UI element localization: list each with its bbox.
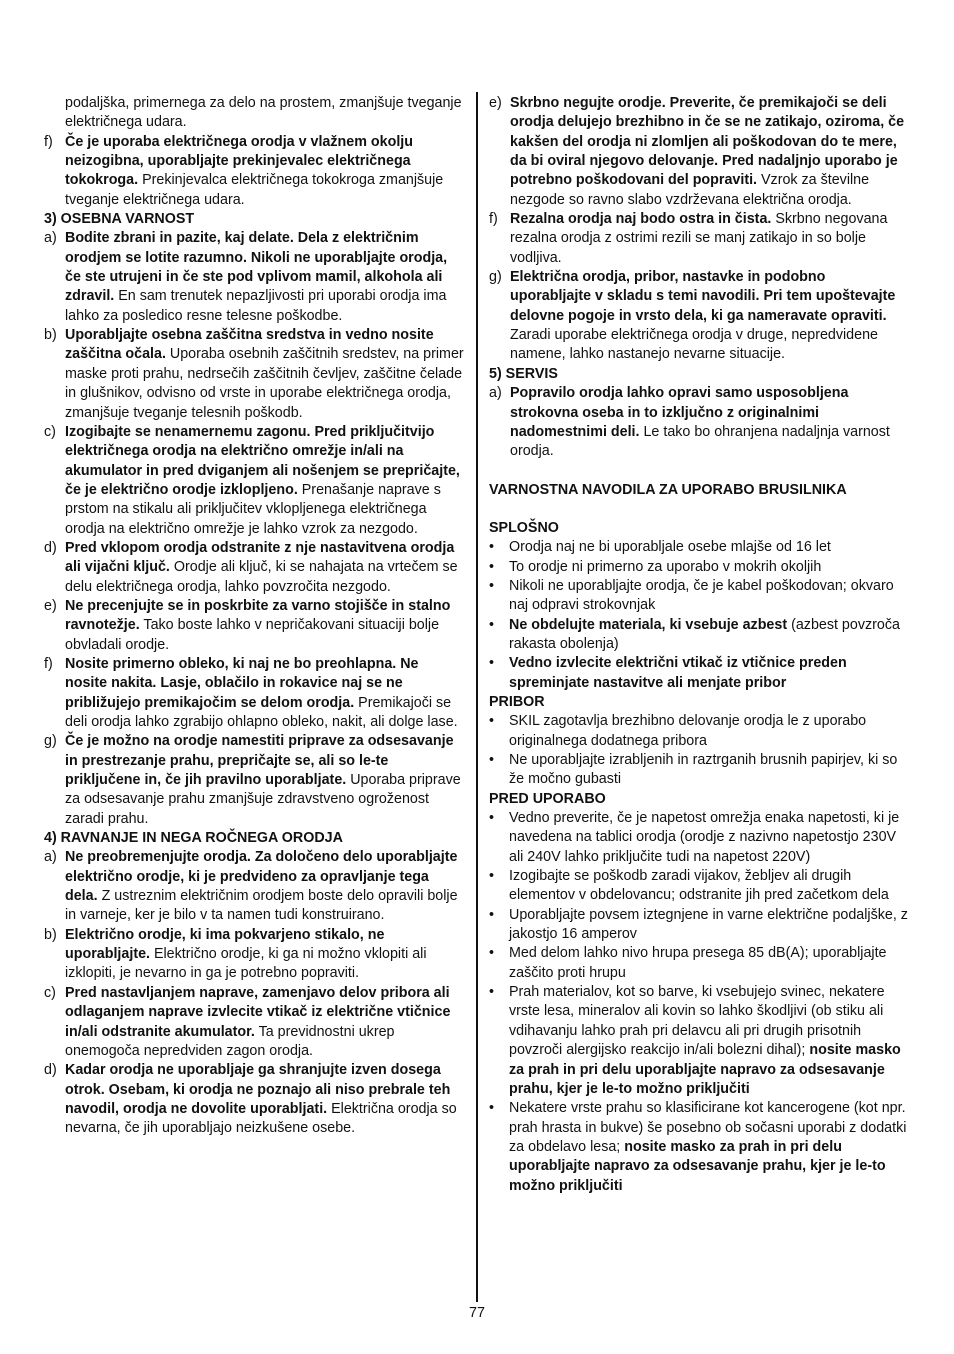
item-text: Skrbno negovana rezalna orodja z ostrimi rezili se manj zatikajo in so bolje vodljiva. xyxy=(510,211,888,266)
item-bold-text: Uporabljajte osebna zaščitna sredstva in vedno nosite zaščitna očala. xyxy=(65,327,434,363)
bullet-body xyxy=(509,1099,910,1196)
bullet-body xyxy=(509,712,910,751)
item-bold-text: Ne precenjujte se in poskrbite za varno stojišče in stalno ravnotežje. xyxy=(65,597,451,634)
section-heading: 3) OSEBNA VARNOST xyxy=(44,211,195,228)
item-bold-text: Bodite zbrani in pazite, kaj delate. Dela z električnim orodjem se lotite razumno. Nikoli ne uporabljajte orodja, če ste utrujeni in če ste pod vplivom mamil, alkohola ali zdravil. xyxy=(65,230,448,305)
item-text: Orodje ali ključ, ki se nahajata na vrtečem se delu električnega orodja, lahko povzročita nezgodo. xyxy=(65,559,458,595)
section-heading: PRED UPORABO xyxy=(489,790,606,807)
bullet-bold-text: Vedno izvlecite električni vtikač iz vtičnice preden spreminjate nastavitve ali menjate pribor xyxy=(509,655,847,691)
bullet-item xyxy=(489,616,910,655)
item-body xyxy=(65,133,464,210)
item-label: d) xyxy=(44,539,57,556)
section-heading: VARNOSTNA NAVODILA ZA UPORABO BRUSILNIKA xyxy=(489,481,847,498)
item-text: Tako boste lahko v nepričakovani situaciji bolje obvladali orodje. xyxy=(65,617,440,653)
bullet-bold-text: nosite masko za prah in pri delu uporabljajte napravo za odsesavanje prahu, kjer je le-to možno priključiti xyxy=(509,1138,886,1194)
item-text: Električno orodje, ki ga ni možno vklopiti ali izklopiti, je nevarno in ga je potrebno popraviti. xyxy=(65,946,427,982)
bullet-text: Izogibajte se poškodb zaradi vijakov, žebljev ali drugih elementov v obdelovancu; odstranite jih pred začetkom dela xyxy=(509,868,889,904)
bullet-icon: • xyxy=(489,539,495,556)
bullet-icon: • xyxy=(489,616,495,633)
list-item xyxy=(44,732,464,829)
bullet-body xyxy=(509,906,910,945)
item-label: e) xyxy=(489,95,502,111)
item-body xyxy=(65,926,464,984)
bullet-item xyxy=(489,654,910,693)
item-text: Ta previdnostni ukrep onemogoča nepredviden zagon orodja. xyxy=(65,1023,395,1059)
bullet-text: Nekatere vrste prahu so klasificirane kot kancerogene (kot npr. prah hrasta in bukve) še posebno ob sočasni uporabi z dodatki za obdelavo lesa; xyxy=(509,1100,907,1155)
bullet-item xyxy=(489,577,910,616)
section-heading: 4) RAVNANJE IN NEGA ROČNEGA ORODJA xyxy=(44,830,343,847)
item-bold-text: Rezalna orodja naj bodo ostra in čista. xyxy=(510,211,772,228)
item-text: Uporaba osebnih zaščitnih sredstev, na primer maske proti prahu, nedrsečih zaščitnih čevljev, zaščitne čelade in glušnikov, odvisno od vrste in uporabe električnega orodja, zmanjšuje tveganje telesnih poškodb. xyxy=(65,346,464,421)
bullet-icon: • xyxy=(489,945,495,962)
bullet-icon: • xyxy=(489,984,495,1001)
section-heading: 5) SERVIS xyxy=(489,365,558,382)
item-body xyxy=(65,1061,464,1138)
bullet-text: (azbest povzroča rakasta obolenja) xyxy=(509,616,900,652)
bullet-body xyxy=(509,538,910,557)
bullet-icon: • xyxy=(489,713,495,730)
item-body xyxy=(65,539,464,597)
list-item xyxy=(489,210,910,268)
item-text: Vzrok za številne nezgode so ravno slabo vzdrževana električna orodja. xyxy=(510,172,870,208)
item-body xyxy=(65,984,464,1061)
item-text: Prekinjevalca električnega tokokroga zmanjšuje tveganje električnega udara. xyxy=(65,172,444,208)
item-body xyxy=(65,423,464,539)
item-body xyxy=(510,268,910,365)
item-bold-text: Če je možno na orodje namestiti priprave za odsesavanje in prestrezanje prahu, prepričajte se, ali so le-te priključene in, če jih pravilno uporabljate. xyxy=(65,733,454,789)
list-item xyxy=(44,926,464,984)
bullet-icon: • xyxy=(489,868,495,885)
item-bold-text: Popravilo orodja lahko opravi samo usposobljena strokovna oseba in to izključno z originalnimi nadomestnimi deli. xyxy=(510,385,849,440)
item-bold-text: Ne preobremenjujte orodja. Za določeno delo uporabljajte električno orodje, ki je predvideno za opravljanje tega dela. xyxy=(65,849,458,905)
item-text: Premikajoči se deli orodja lahko zgrabijo ohlapno obleko, nakit, ali dolge lase. xyxy=(65,694,458,730)
item-label: c) xyxy=(44,984,56,1001)
section-heading: SPLOŠNO xyxy=(489,519,559,536)
list-item xyxy=(44,423,464,539)
item-text: Električna orodja so nevarna, če jih uporabljajo neizkušene osebe. xyxy=(65,1100,457,1137)
bullet-icon: • xyxy=(489,906,495,923)
item-bold-text: Izogibajte se nenamernemu zagonu. Pred priključitvijo električnega orodja na električno omrežje in/ali na akumulator in pred dviganjem ali nošenjem se prepričajte, če je električno orodje izklopljeno. xyxy=(65,423,460,498)
item-bold-text: Pred nastavljanjem naprave, zamenjavo delov pribora ali odlaganjem naprave izvlecite vtikač iz električne vtičnice in/ali odstranite akumulator. xyxy=(65,984,451,1040)
bullet-item xyxy=(489,1099,910,1196)
bullet-body xyxy=(509,558,910,577)
item-bold-text: Električno orodje, ki ima pokvarjeno stikalo, ne uporabljajte. xyxy=(65,926,385,963)
bullet-body xyxy=(509,751,910,790)
item-body xyxy=(65,732,464,829)
item-label: f) xyxy=(44,655,53,672)
item-label: g) xyxy=(44,733,57,750)
list-item xyxy=(44,133,464,210)
bullet-item xyxy=(489,751,910,790)
item-bold-text: Električna orodja, pribor, nastavke in podobno uporabljajte v skladu s temi navodili. Pri tem upoštevajte delovne pogoje in vrsto dela, ki ga nameravate opraviti. xyxy=(510,269,896,324)
bullet-icon: • xyxy=(489,577,495,594)
bullet-body xyxy=(509,654,910,693)
bullet-text: Uporabljajte povsem iztegnjene in varne električne podaljške, z jakostjo 16 amperov xyxy=(509,906,908,943)
bullet-item xyxy=(489,712,910,751)
bullet-body xyxy=(509,577,910,616)
item-text: Prenašanje naprave s prstom na stikalu ali priključitev vklopljenega električnega orodja na električno omrežje je lahko vzrok za nezgodo. xyxy=(65,481,441,537)
bullet-text: Nikoli ne uporabljajte orodja, če je kabel poškodovan; okvaro naj odpravi strokovnjak xyxy=(509,577,894,614)
bullet-item xyxy=(489,983,910,1099)
bullet-text: To orodje ni primerno za uporabo v mokrih okoljih xyxy=(509,558,822,575)
bullet-text: Ne uporabljajte izrabljenih in raztrganih brusnih papirjev, ki so že močno gubasti xyxy=(509,752,898,788)
list-item xyxy=(44,597,464,655)
section-heading: PRIBOR xyxy=(489,693,545,710)
list-item xyxy=(44,539,464,597)
item-text: Zaradi uporabe električnega orodja v druge, nepredvidene namene, lahko nastanejo nevarne situacije. xyxy=(510,327,878,363)
item-text: Le tako bo ohranjena nadaljnja varnost orodja. xyxy=(510,423,890,460)
item-label: f) xyxy=(489,211,498,228)
bullet-item xyxy=(489,538,910,557)
paragraph-text: podaljška, primernega za delo na prostem, zmanjšuje tveganje električnega udara. xyxy=(65,95,462,131)
continued-paragraph xyxy=(44,94,464,133)
item-body xyxy=(65,655,464,732)
bullet-bold-text: Ne obdelujte materiala, ki vsebuje azbest xyxy=(509,616,788,633)
item-body xyxy=(65,848,464,925)
list-item xyxy=(44,848,464,925)
bullet-icon: • xyxy=(489,810,495,827)
bullet-item xyxy=(489,944,910,983)
bullet-icon: • xyxy=(489,655,495,672)
item-label: a) xyxy=(44,230,57,247)
bullet-item xyxy=(489,906,910,945)
item-label: a) xyxy=(44,849,57,866)
bullet-icon: • xyxy=(489,752,495,768)
bullet-body xyxy=(509,983,910,1099)
bullet-body xyxy=(509,867,910,906)
bullet-text: Prah materialov, kot so barve, ki vsebujejo svinec, nekatere vrste lesa, mineralov ali kovin so lahko škodljivi (ob stiku ali vdihavanju lahko prah pri delavcu ali pri drugih prisotnih povzroči alergijsko reakcijo in/ali bolezni dihal); xyxy=(509,984,885,1059)
bullet-bold-text: nosite masko za prah in pri delu uporabljajte napravo za odsesavanje prahu, kjer je le-to možno priključiti xyxy=(509,1042,901,1097)
list-item xyxy=(44,229,464,326)
item-bold-text: Nosite primerno obleko, ki naj ne bo preohlapna. Ne nosite nakita. Lasje, oblačilo in rokavice naj se ne približujejo premikajočim se delom orodja. xyxy=(65,655,419,711)
list-item xyxy=(489,268,910,365)
list-item xyxy=(489,94,910,210)
item-body xyxy=(65,597,464,655)
list-item xyxy=(44,326,464,423)
item-text: Z ustreznim električnim orodjem boste delo opravili bolje in varneje, ker je bilo v ta namen tudi konstruirano. xyxy=(65,888,458,924)
item-label: g) xyxy=(489,269,502,286)
item-bold-text: Pred vklopom orodja odstranite z nje nastavitvena orodja ali vijačni ključ. xyxy=(65,539,455,576)
bullet-body xyxy=(509,616,910,655)
right-column xyxy=(489,94,910,1196)
bullet-body xyxy=(509,944,910,983)
bullet-icon: • xyxy=(489,558,495,575)
item-label: b) xyxy=(44,327,57,344)
item-label: a) xyxy=(489,385,502,402)
bullet-body xyxy=(509,809,910,867)
item-body xyxy=(510,210,910,268)
list-item xyxy=(44,655,464,732)
list-item xyxy=(489,384,910,461)
item-text: En sam trenutek nepazljivosti pri uporabi orodja ima lahko za posledico resne telesne poškodbe. xyxy=(65,288,447,324)
bullet-item xyxy=(489,558,910,577)
item-body xyxy=(65,326,464,423)
bullet-text: Med delom lahko nivo hrupa presega 85 dB(A); uporabljajte zaščito proti hrupu xyxy=(509,945,887,981)
item-label: b) xyxy=(44,926,57,943)
item-bold-text: Kadar orodja ne uporabljaje ga shranjujte izven dosega otrok. Osebam, ki orodja ne poznajo ali niso prebrale teh navodil, orodja ne dovolite uporabljati. xyxy=(65,1062,451,1117)
column-divider xyxy=(476,92,478,1302)
bullet-text: Vedno preverite, če je napetost omrežja enaka napetosti, ki je navedena na tablici orodja (orodje z nazivno napetostjo 230V ali 240V lahko priključite tudi na napetost 220V) xyxy=(509,810,900,865)
list-item xyxy=(44,984,464,1061)
item-body xyxy=(65,229,464,326)
item-text: Uporaba priprave za odsesavanje prahu zmanjšuje zdravstveno ogroženost zaradi prahu. xyxy=(65,772,461,827)
list-item xyxy=(44,1061,464,1138)
bullet-item xyxy=(489,809,910,867)
item-label: e) xyxy=(44,597,57,614)
bullet-item xyxy=(489,867,910,906)
left-column xyxy=(44,94,464,1139)
item-label: f) xyxy=(44,133,53,150)
item-bold-text: Če je uporaba električnega orodja v vlažnem okolju neizogibna, uporabljajte prekinjevalec električnega tokokroga. xyxy=(65,133,413,189)
item-body xyxy=(510,94,910,210)
bullet-icon: • xyxy=(489,1100,495,1117)
page-number: 77 xyxy=(469,1305,485,1321)
bullet-text: SKIL zagotavlja brezhibno delovanje orodja le z uporabo originalnega dodatnega pribora xyxy=(509,713,867,749)
bullet-text: Orodja naj ne bi uporabljale osebe mlajše od 16 let xyxy=(509,539,831,556)
item-label: d) xyxy=(44,1062,57,1079)
item-body xyxy=(510,384,910,461)
item-bold-text: Skrbno negujte orodje. Preverite, če premikajoči se deli orodja delujejo brezhibno in če se ne zatikajo, oziroma, če kakšen del orodja ni zlomljen ali poškodovan do te mere, da bi oviral njegovo delovanje. Pred nadaljnjo uporabo je potrebno poškodovani del popraviti. xyxy=(510,95,905,189)
item-label: c) xyxy=(44,423,56,440)
